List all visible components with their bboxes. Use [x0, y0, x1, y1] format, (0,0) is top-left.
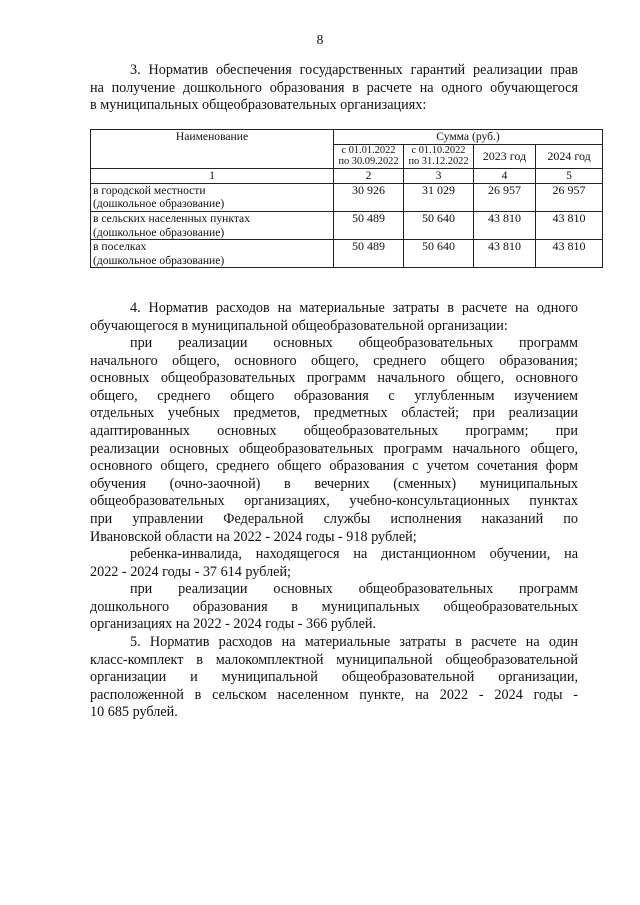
section-4-item-1: [90, 335, 578, 546]
section-4-intro: [90, 300, 578, 335]
header-period-1: с 01.01.2022 по 30.09.2022: [334, 144, 404, 169]
text-line: 2022 - 2024 годы - 37 614 рублей;: [90, 563, 291, 580]
cell-value: 43 810: [536, 240, 603, 268]
text-line: организациях на 2022 - 2024 годы - 366 рублей.: [90, 616, 377, 633]
text-line: обучения (очно-заочной) в вечерних (сменных) муниципальных: [90, 475, 578, 492]
table-column-numbers-row: [91, 169, 603, 184]
text-line: общего, среднего общего образования с углубленным изучением: [90, 387, 578, 404]
text-line: отдельных учебных предметов, предметных областей; при реализации: [90, 405, 578, 422]
text-line: общеобразовательных организациях, учебно-консультационных пунктах: [90, 493, 578, 510]
text-line: начального общего, основного общего, среднего общего образования;: [90, 352, 578, 369]
cell-value: 26 957: [536, 183, 603, 211]
cell-value: 50 489: [334, 240, 404, 268]
row-name: в сельских населенных пунктах (дошкольное образование): [91, 211, 334, 239]
text-line: класс-комплект в малокомплектной муниципальной общеобразовательной: [90, 651, 578, 668]
cell-value: 43 810: [474, 240, 536, 268]
cell-value: 50 489: [334, 211, 404, 239]
text-line: реализации основных общеобразовательных программ начального общего,: [90, 440, 578, 457]
section-4-item-3: [90, 581, 578, 634]
text-line: Ивановской области на 2022 - 2024 годы - 918 рублей;: [90, 528, 417, 545]
table-row: [91, 211, 603, 239]
column-number: 4: [474, 169, 536, 184]
text-line: 3. Норматив обеспечения государственных гарантий реализации прав: [130, 62, 578, 78]
text-line: 5. Норматив расходов на материальные затраты в расчете на один: [130, 634, 578, 650]
table-row: [91, 240, 603, 268]
text-line: основного общего, среднего общего образования с учетом сочетания форм: [90, 458, 578, 475]
text-line: 10 685 рублей.: [90, 704, 178, 721]
table-row: [91, 183, 603, 211]
text-line: при управлении Федеральной службы исполнения наказаний по: [90, 510, 578, 527]
cell-value: 31 029: [404, 183, 474, 211]
cell-value: 50 640: [404, 211, 474, 239]
text-line: ребенка-инвалида, находящегося на дистанционном обучении, на: [130, 546, 578, 562]
column-number: 2: [334, 169, 404, 184]
cell-value: 50 640: [404, 240, 474, 268]
header-2024: 2024 год: [536, 144, 603, 169]
normative-table: [90, 129, 603, 268]
text-line: 4. Норматив расходов на материальные затраты в расчете на одного: [130, 300, 578, 316]
text-line: при реализации основных общеобразовательных программ: [130, 581, 578, 597]
header-2023: 2023 год: [474, 144, 536, 169]
row-name: в поселках (дошкольное образование): [91, 240, 334, 268]
text-line: адаптированных основных общеобразовательных программ; при: [90, 422, 578, 439]
table-header-row: [91, 130, 603, 145]
header-sum: Сумма (руб.): [334, 130, 603, 145]
text-line: расположенной в сельском населенном пункте, на 2022 - 2024 годы -: [90, 686, 578, 703]
text-line: в муниципальных общеобразовательных организациях:: [90, 97, 427, 114]
text-line: основных общеобразовательных программ начального общего, основного: [90, 370, 578, 387]
cell-value: 43 810: [474, 211, 536, 239]
text-line: дошкольного образования в муниципальных общеобразовательных: [90, 598, 578, 615]
cell-value: 26 957: [474, 183, 536, 211]
header-name: Наименование: [91, 130, 334, 169]
column-number: 3: [404, 169, 474, 184]
cell-value: 43 810: [536, 211, 603, 239]
text-line: обучающегося в муниципальной общеобразовательной организации:: [90, 317, 508, 334]
section-3-paragraph: [90, 62, 578, 115]
text-line: при реализации основных общеобразовательных программ: [130, 335, 578, 351]
section-4-item-2: [90, 546, 578, 581]
row-name: в городской местности (дошкольное образование): [91, 183, 334, 211]
text-line: организации и муниципальной общеобразовательной организации,: [90, 669, 578, 686]
page-number: 8: [316, 32, 324, 47]
cell-value: 30 926: [334, 183, 404, 211]
column-number: 1: [91, 169, 334, 184]
header-period-2: с 01.10.2022 по 31.12.2022: [404, 144, 474, 169]
column-number: 5: [536, 169, 603, 184]
section-5-paragraph: [90, 634, 578, 722]
text-line: на получение дошкольного образования в расчете на одного обучающегося: [90, 79, 578, 96]
